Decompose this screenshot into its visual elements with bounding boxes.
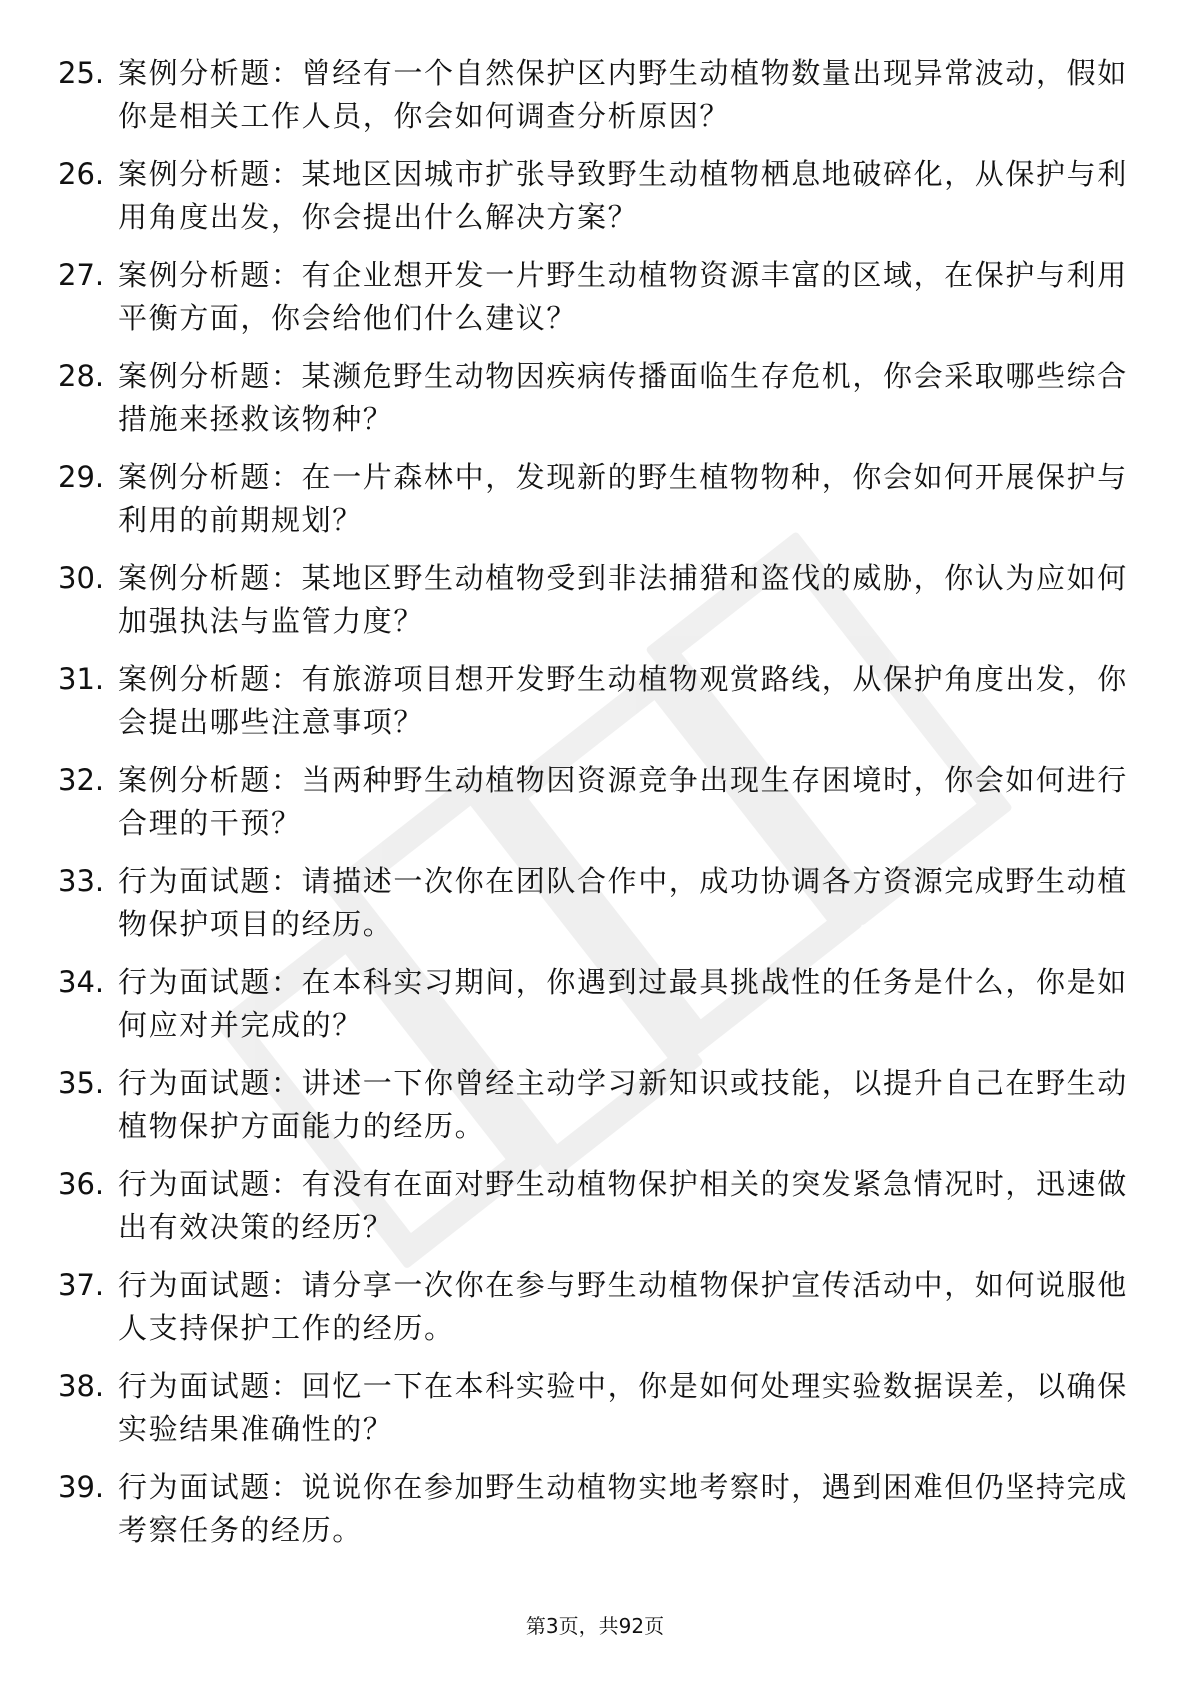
- list-item: [58, 1163, 1130, 1249]
- question-text: 某地区野生动植物受到非法捕猎和盗伐的威胁，你认为应如何加强执法与监管力度？: [118, 561, 1128, 638]
- question-number: 37.: [58, 1268, 105, 1302]
- question-list: [58, 52, 1130, 1567]
- question-type: 案例分析题：: [118, 763, 302, 797]
- question-text: 某地区因城市扩张导致野生动植物栖息地破碎化，从保护与利用角度出发，你会提出什么解决方案？: [118, 157, 1128, 234]
- page-number-label: 第3页，共92页: [525, 1614, 665, 1638]
- list-item: [58, 1466, 1130, 1552]
- question-body: [118, 1466, 1130, 1552]
- question-type: 案例分析题：: [118, 460, 302, 494]
- question-type: 行为面试题：: [118, 1470, 302, 1504]
- question-number: 29.: [58, 460, 105, 494]
- question-body: [118, 658, 1130, 744]
- question-type: 行为面试题：: [118, 1167, 302, 1201]
- question-number: 36.: [58, 1167, 105, 1201]
- question-text: 有企业想开发一片野生动植物资源丰富的区域，在保护与利用平衡方面，你会给他们什么建议？: [118, 258, 1128, 335]
- list-item: [58, 254, 1130, 340]
- question-body: [118, 1365, 1130, 1451]
- question-number: 25.: [58, 56, 105, 90]
- list-item: [58, 1264, 1130, 1350]
- question-text: 某濒危野生动物因疾病传播面临生存危机，你会采取哪些综合措施来拯救该物种？: [118, 359, 1128, 436]
- list-item: [58, 355, 1130, 441]
- question-body: [118, 759, 1130, 845]
- question-type: 行为面试题：: [118, 864, 302, 898]
- question-text: 在一片森林中，发现新的野生植物物种，你会如何开展保护与利用的前期规划？: [118, 460, 1128, 537]
- question-body: [118, 355, 1130, 441]
- question-number: 35.: [58, 1066, 105, 1100]
- question-type: 案例分析题：: [118, 157, 302, 191]
- question-text: 讲述一下你曾经主动学习新知识或技能，以提升自己在野生动植物保护方面能力的经历。: [118, 1066, 1128, 1143]
- question-body: [118, 961, 1130, 1047]
- list-item: [58, 961, 1130, 1047]
- question-text: 曾经有一个自然保护区内野生动植物数量出现异常波动，假如你是相关工作人员，你会如何调查分析原因？: [118, 56, 1128, 133]
- question-number: 31.: [58, 662, 105, 696]
- question-number: 33.: [58, 864, 105, 898]
- question-number: 38.: [58, 1369, 105, 1403]
- question-body: [118, 1062, 1130, 1148]
- question-text: 当两种野生动植物因资源竞争出现生存困境时，你会如何进行合理的干预？: [118, 763, 1128, 840]
- question-type: 案例分析题：: [118, 258, 302, 292]
- question-body: [118, 254, 1130, 340]
- question-number: 34.: [58, 965, 105, 999]
- question-number: 26.: [58, 157, 105, 191]
- list-item: [58, 557, 1130, 643]
- list-item: [58, 1062, 1130, 1148]
- question-number: 30.: [58, 561, 105, 595]
- question-body: [118, 557, 1130, 643]
- question-body: [118, 456, 1130, 542]
- list-item: [58, 456, 1130, 542]
- question-type: 行为面试题：: [118, 1268, 302, 1302]
- question-text: 请分享一次你在参与野生动植物保护宣传活动中，如何说服他人支持保护工作的经历。: [118, 1268, 1128, 1345]
- question-number: 28.: [58, 359, 105, 393]
- question-text: 有没有在面对野生动植物保护相关的突发紧急情况时，迅速做出有效决策的经历？: [118, 1167, 1128, 1244]
- question-number: 39.: [58, 1470, 105, 1504]
- question-body: [118, 860, 1130, 946]
- list-item: [58, 52, 1130, 138]
- question-type: 案例分析题：: [118, 561, 302, 595]
- question-body: [118, 1163, 1130, 1249]
- question-type: 行为面试题：: [118, 1066, 302, 1100]
- question-number: 27.: [58, 258, 105, 292]
- question-body: [118, 153, 1130, 239]
- list-item: [58, 759, 1130, 845]
- question-type: 案例分析题：: [118, 359, 302, 393]
- page-footer: [0, 1612, 1190, 1640]
- question-text: 在本科实习期间，你遇到过最具挑战性的任务是什么，你是如何应对并完成的？: [118, 965, 1128, 1042]
- list-item: [58, 1365, 1130, 1451]
- question-text: 有旅游项目想开发野生动植物观赏路线，从保护角度出发，你会提出哪些注意事项？: [118, 662, 1128, 739]
- list-item: [58, 860, 1130, 946]
- question-body: [118, 52, 1130, 138]
- question-type: 行为面试题：: [118, 1369, 302, 1403]
- question-body: [118, 1264, 1130, 1350]
- question-text: 说说你在参加野生动植物实地考察时，遇到困难但仍坚持完成考察任务的经历。: [118, 1470, 1128, 1547]
- list-item: [58, 658, 1130, 744]
- question-text: 请描述一次你在团队合作中，成功协调各方资源完成野生动植物保护项目的经历。: [118, 864, 1128, 941]
- question-text: 回忆一下在本科实验中，你是如何处理实验数据误差，以确保实验结果准确性的？: [118, 1369, 1128, 1446]
- question-type: 行为面试题：: [118, 965, 302, 999]
- question-type: 案例分析题：: [118, 662, 302, 696]
- list-item: [58, 153, 1130, 239]
- question-type: 案例分析题：: [118, 56, 302, 90]
- question-number: 32.: [58, 763, 105, 797]
